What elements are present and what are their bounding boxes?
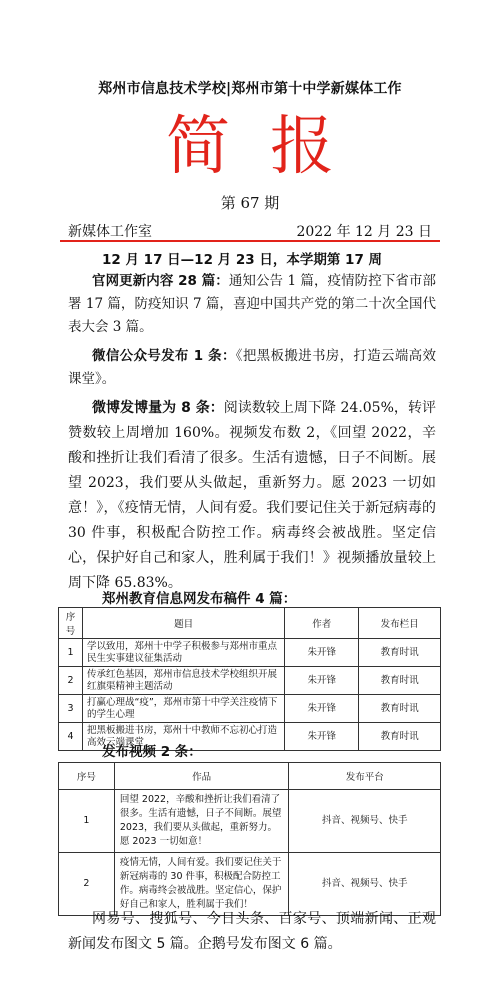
cell-column: 教育时讯 xyxy=(359,695,441,723)
red-divider xyxy=(60,240,440,242)
cell-index: 1 xyxy=(59,790,115,853)
cell-title: 传承红色基因，郑州市信息技术学校组织开展红旗渠精神主题活动 xyxy=(82,667,284,695)
col-header: 序号 xyxy=(59,608,83,639)
website-lead: 官网更新内容 28 篇： xyxy=(92,273,229,289)
table-row xyxy=(59,790,441,853)
cell-author: 朱开锋 xyxy=(285,667,359,695)
wechat-text: 《把黑板搬进书房，打造云端高效课堂》。 xyxy=(68,348,437,387)
weibo-text: 阅读数较上周下降 24.05%，转评赞数较上周增加 160%。视频发布数 2，《回望 2022，辛酸和挫折让我们看清了很多。生活有遗憾，日子不间断。展望 2023，我们要从头做起，重新努力。愿 2023 一切如意！》，《疫情无情，人间有爱。我们要记住关于新冠病毒的 30 件事，积极配合防控工作。病毒终会被战胜。坚定信心，保护好自己和家人，胜利属于我们！》视频播放量较上周下降 65.83%。 xyxy=(68,400,436,591)
cell-work: 回望 2022，辛酸和挫折让我们看清了很多。生活有遗憾，日子不间断。展望 2023，我们要从头做起，重新努力。愿 2023 一切如意！ xyxy=(114,790,289,853)
video-table xyxy=(58,762,441,916)
col-header: 题目 xyxy=(82,608,284,639)
table-header-row xyxy=(59,608,441,639)
cell-author: 朱开锋 xyxy=(285,639,359,667)
table-row xyxy=(59,639,441,667)
cell-column: 教育时讯 xyxy=(359,723,441,751)
weibo-paragraph xyxy=(68,396,436,596)
video-section-title: 发布视频 2 条： xyxy=(102,744,202,760)
edu-articles-table xyxy=(58,607,441,751)
cell-author: 朱开锋 xyxy=(285,723,359,751)
wechat-lead: 微信公众号发布 1 条： xyxy=(92,348,236,364)
col-header: 作者 xyxy=(285,608,359,639)
cell-title: 打赢心理战“疫”，郑州市第十中学关注疫情下的学生心理 xyxy=(82,695,284,723)
briefing-title: 简报 xyxy=(166,110,374,184)
table-row xyxy=(59,695,441,723)
col-header: 发布平台 xyxy=(289,763,441,790)
cell-platform: 抖音、视频号、快手 xyxy=(289,790,441,853)
cell-index: 4 xyxy=(59,723,83,751)
cell-column: 教育时讯 xyxy=(359,639,441,667)
org-title: 郑州市信息技术学校|郑州市第十中学新媒体工作 xyxy=(98,81,402,97)
cell-title: 把黑板搬进书房，郑州十中教师不忘初心打造高效云端课堂 xyxy=(82,723,284,751)
wechat-paragraph xyxy=(68,345,436,391)
cell-work: 疫情无情，人间有爱。我们要记住关于新冠病毒的 30 件事，积极配合防控工作。病毒终会被战胜。坚定信心，保护好自己和家人，胜利属于我们！ xyxy=(114,853,289,916)
col-header: 发布栏目 xyxy=(359,608,441,639)
office-name: 新媒体工作室 xyxy=(68,224,152,240)
week-range: 12 月 17 日—12 月 23 日，本学期第 17 周 xyxy=(102,252,383,268)
table-header-row xyxy=(59,763,441,790)
cell-index: 3 xyxy=(59,695,83,723)
cell-column: 教育时讯 xyxy=(359,667,441,695)
edu-section-title: 郑州教育信息网发布稿件 4 篇： xyxy=(102,591,297,607)
cell-author: 朱开锋 xyxy=(285,695,359,723)
col-header: 作品 xyxy=(114,763,289,790)
cell-platform: 抖音、视频号、快手 xyxy=(289,853,441,916)
website-text: 通知公告 1 篇，疫情防控下省市部署 17 篇，防疫知识 7 篇，喜迎中国共产党的第二十次全国代表大会 3 篇。 xyxy=(68,273,436,335)
weibo-lead: 微博发博量为 8 条： xyxy=(92,400,224,416)
table-row xyxy=(59,667,441,695)
issue-number: 第 67 期 xyxy=(220,194,280,212)
closing-paragraph: 网易号、搜狐号、今日头条、百家号、顶端新闻、正观新闻发布图文 5 篇。企鹅号发布图文 6 篇。 xyxy=(68,911,436,952)
cell-title: 学以致用，郑州十中学子积极参与郑州市重点民生实事建议征集活动 xyxy=(82,639,284,667)
issue-date: 2022 年 12 月 23 日 xyxy=(296,224,432,240)
cell-index: 2 xyxy=(59,853,115,916)
col-header: 序号 xyxy=(59,763,115,790)
cell-index: 2 xyxy=(59,667,83,695)
website-paragraph xyxy=(68,270,436,339)
cell-index: 1 xyxy=(59,639,83,667)
